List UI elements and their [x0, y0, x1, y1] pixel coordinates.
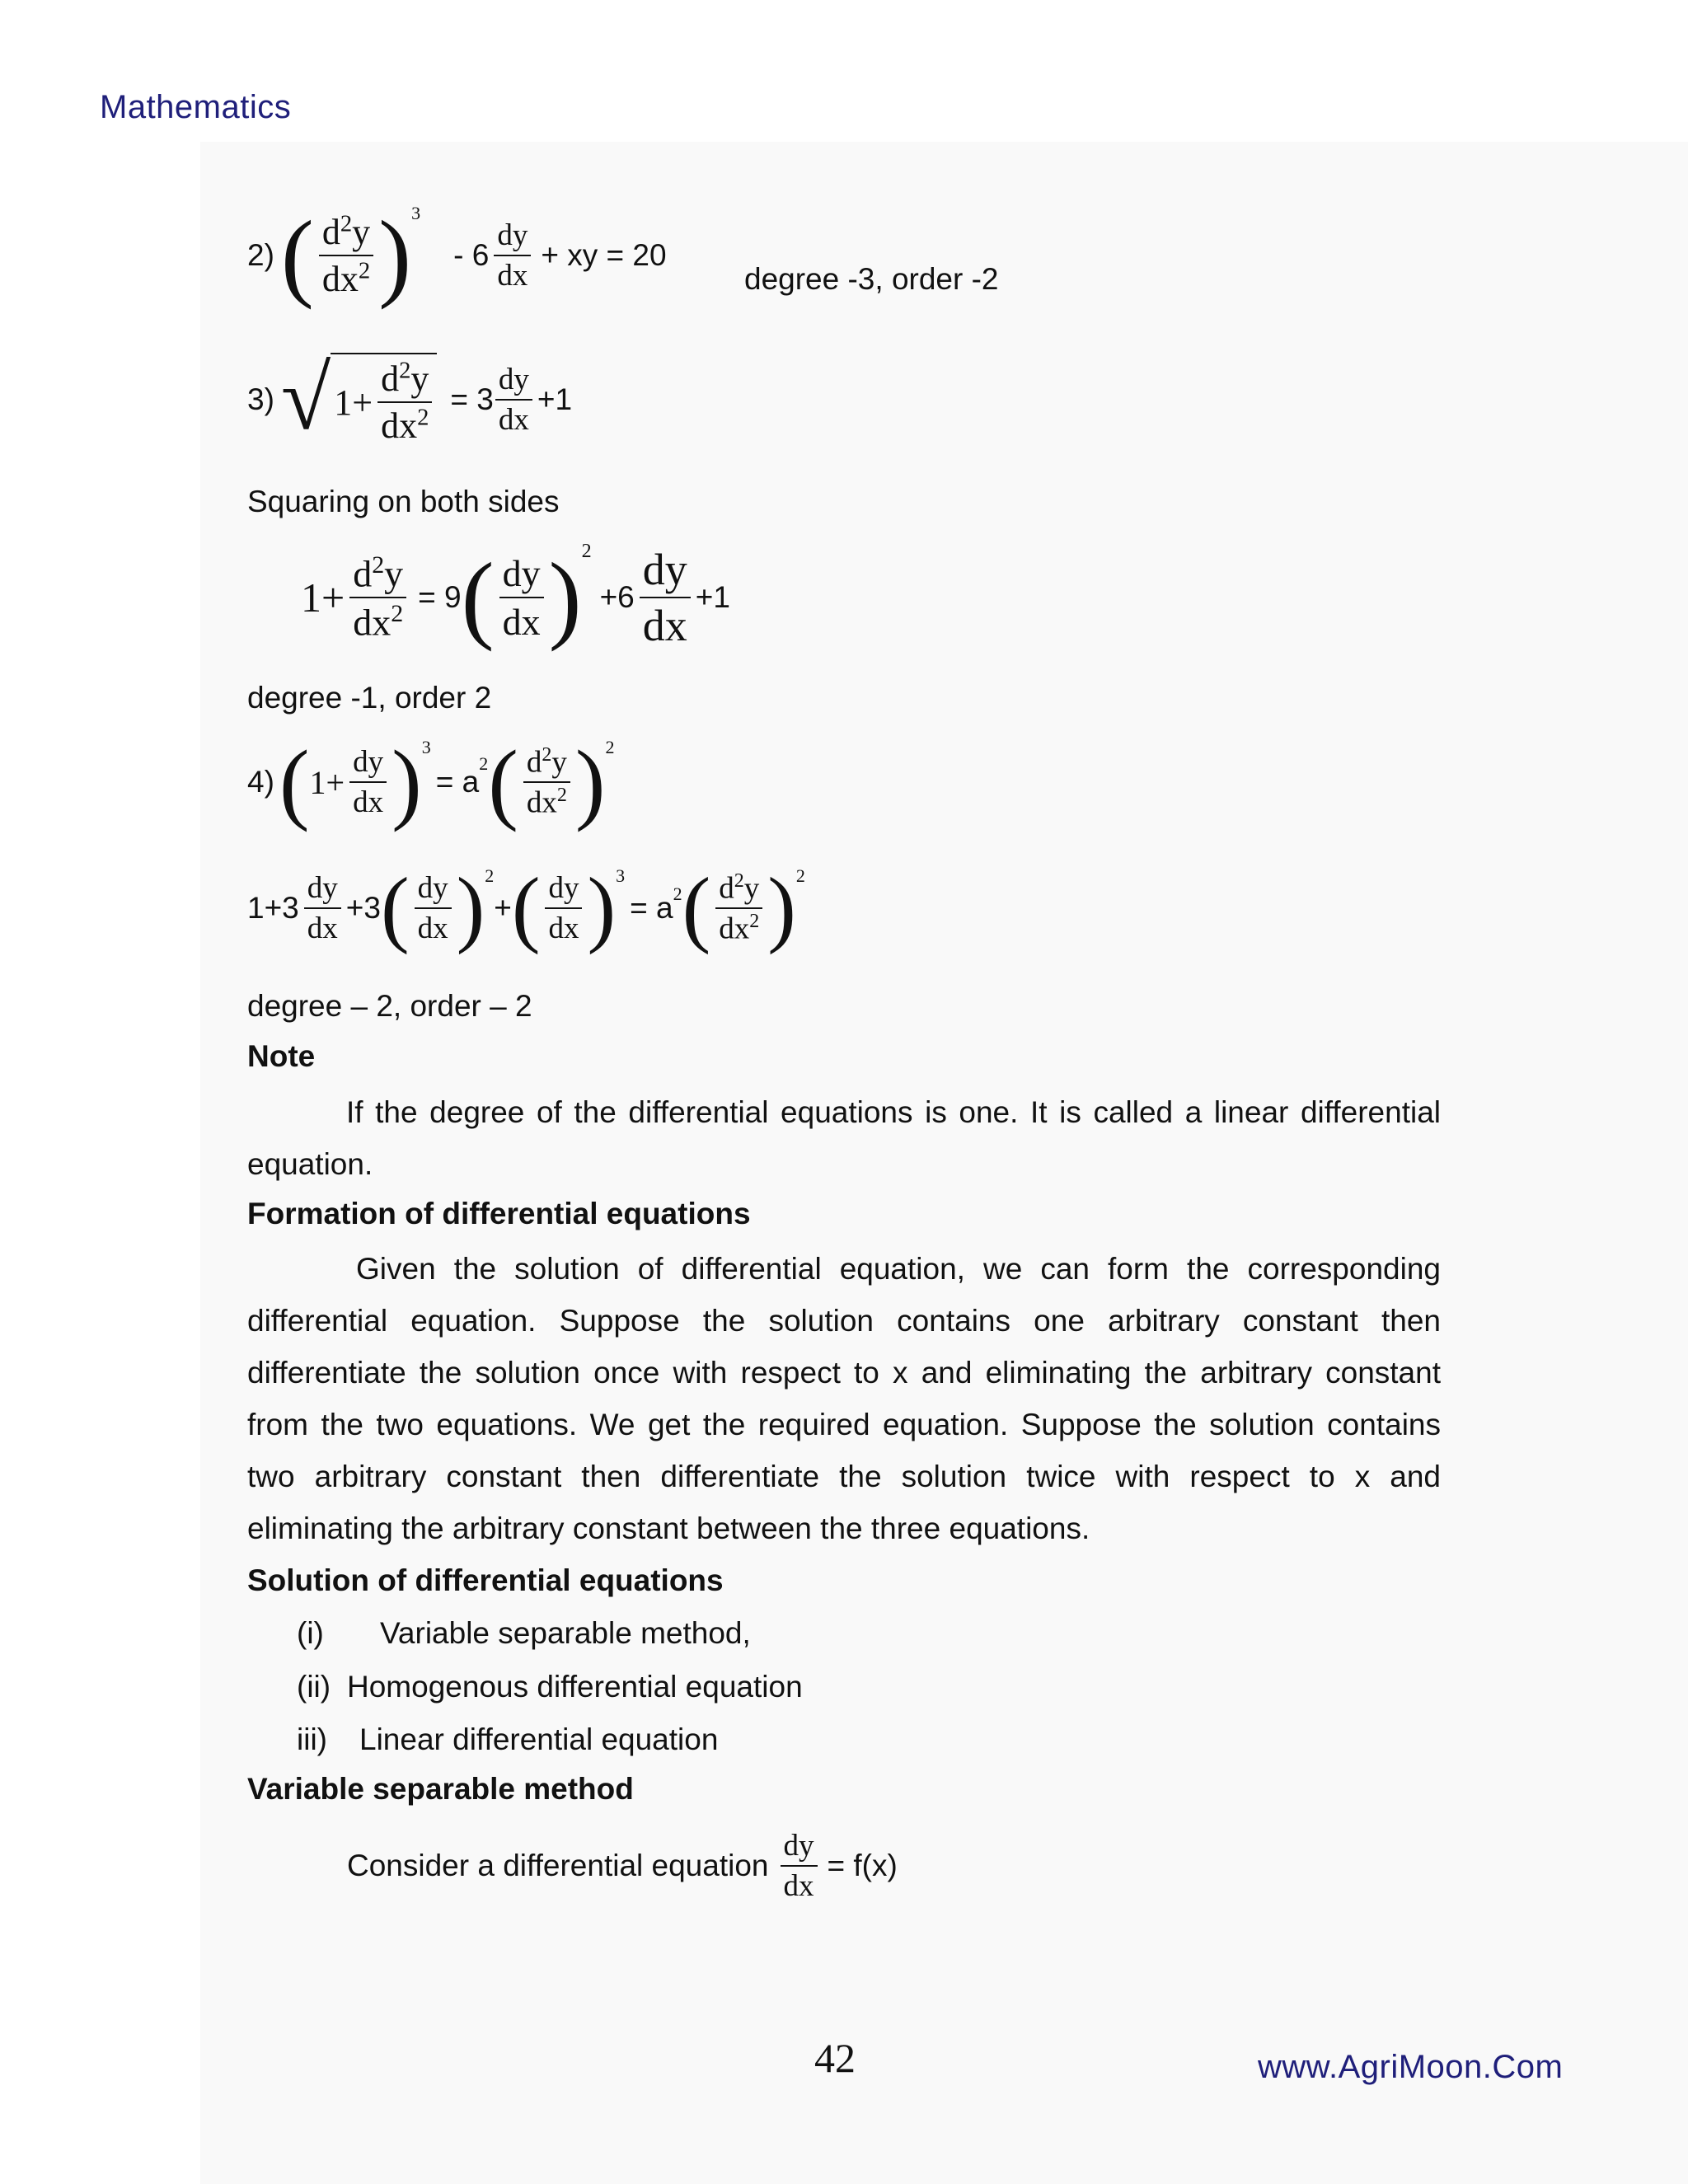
term: 1+3 — [247, 891, 299, 925]
fraction-dy-dx: $\frac{dy}{dx}$ — [495, 362, 532, 438]
example-2-result: degree -3, order -2 — [744, 262, 999, 296]
list-item: Linear differential equation — [359, 1722, 719, 1756]
example-3-result: degree -1, order 2 — [247, 681, 492, 715]
term: - 6 — [453, 238, 490, 272]
example-number: 3) — [247, 382, 274, 416]
note-paragraph: If the degree of the differential equations is one. It is called a linear differential equation. — [247, 1095, 1441, 1181]
right-paren: ) — [456, 860, 485, 955]
solution-heading: Solution of differential equations — [247, 1563, 724, 1597]
variable-heading: Variable separable method — [247, 1772, 634, 1806]
left-paren: ( — [682, 860, 711, 955]
fraction-d2y-dx2: $\frac{d^2y}{dx^2}$ — [715, 870, 762, 947]
exponent: 2 — [485, 865, 495, 886]
fraction-dy-dx: $\frac{dy}{dx}$ — [545, 870, 582, 946]
right-paren: ) — [574, 732, 606, 832]
exponent: 2 — [795, 865, 805, 886]
fraction-dy-dx: $\frac{dy}{dx}$ — [349, 744, 387, 820]
example-number: 2) — [247, 238, 274, 272]
left-paren: ( — [511, 860, 541, 955]
square-root: √ 1+ $\frac{d^2y}{dx^2}$ — [281, 353, 438, 447]
equation-example-4 — [247, 732, 615, 832]
term: 1+ — [309, 763, 345, 801]
left-paren: ( — [279, 732, 310, 832]
fraction-dy-dx: $\frac{dy}{dx}$ — [494, 218, 531, 293]
note-heading: Note — [247, 1039, 316, 1073]
fraction-dy-dx: $\frac{dy}{dx}$ — [781, 1828, 818, 1904]
variable-text: Consider a differential equation — [347, 1849, 769, 1882]
fraction-dy-dx: $\frac{dy}{dx}$ — [304, 870, 341, 946]
equation-expanded — [247, 860, 805, 955]
list-item-num: iii) — [297, 1722, 327, 1756]
term: = 9 — [418, 580, 462, 614]
example-4-result: degree – 2, order – 2 — [247, 989, 532, 1023]
equation-example-2 — [247, 200, 667, 310]
right-paren: ) — [392, 732, 422, 832]
exponent: 2 — [581, 541, 592, 562]
right-paren: ) — [587, 860, 617, 955]
fraction-dy-dx: $\frac{dy}{dx}$ — [499, 551, 544, 644]
example-number: 4) — [247, 765, 274, 799]
term: +3 — [345, 891, 381, 925]
variable-equation — [347, 1828, 898, 1904]
left-paren: ( — [461, 542, 495, 652]
term: = 3 — [450, 382, 494, 416]
exponent: 3 — [616, 865, 626, 886]
formation-heading: Formation of differential equations — [247, 1197, 751, 1230]
formation-paragraph: Given the solution of differential equation, we can form the corresponding differential equation. Suppose the solution contains one arbitrary constant then differentiate the solution once with respect to x and eliminating the arbitrary constant from the two equations. We get the required equation. Suppose the solution contains two arbitrary constant then differentiate the solution twice with respect to x and eliminating the arbitrary constant between the three equations. — [247, 1252, 1441, 1545]
term: = f(x) — [827, 1849, 898, 1882]
exponent: 2 — [673, 883, 682, 904]
term: + — [494, 891, 512, 925]
exponent: 3 — [411, 203, 421, 223]
fraction-dy-dx: $\frac{dy}{dx}$ — [415, 870, 452, 946]
exponent: 3 — [421, 737, 431, 757]
right-paren: ) — [767, 860, 796, 955]
right-paren: ) — [378, 200, 412, 310]
page-header: Mathematics — [100, 89, 292, 125]
left-paren: ( — [380, 860, 410, 955]
equation-example-3 — [247, 348, 573, 448]
term: +6 — [599, 580, 635, 614]
term: +1 — [695, 580, 730, 614]
left-paren: ( — [280, 200, 314, 310]
fraction-dy-dx-large: $\frac{dy}{dx}$ — [640, 544, 691, 651]
list-item-num: (i) — [297, 1616, 324, 1650]
exponent: 2 — [605, 737, 615, 757]
right-paren: ) — [548, 542, 582, 652]
list-item: Variable separable method, — [380, 1616, 751, 1650]
fraction-d2y-dx2: $\frac{d^2y}{dx^2}$ — [349, 551, 406, 644]
equation-squared — [301, 541, 730, 652]
page-number: 42 — [814, 2035, 856, 2081]
term: 1+ — [301, 574, 345, 621]
list-item-num: (ii) — [297, 1670, 331, 1704]
term: = a — [630, 891, 673, 925]
fraction-d2y-dx2: $\frac{d^2y}{dx^2}$ — [319, 211, 373, 300]
term: +1 — [537, 382, 573, 416]
list-item: Homogenous differential equation — [347, 1670, 803, 1704]
term: = a — [435, 765, 480, 799]
term: + xy = 20 — [541, 238, 667, 272]
fraction-d2y-dx2: $\frac{d^2y}{dx^2}$ — [523, 744, 570, 821]
left-paren: ( — [488, 732, 518, 832]
squaring-text: Squaring on both sides — [247, 485, 560, 518]
exponent: 2 — [479, 753, 489, 774]
website-link[interactable]: www.AgriMoon.Com — [1258, 2049, 1564, 2085]
